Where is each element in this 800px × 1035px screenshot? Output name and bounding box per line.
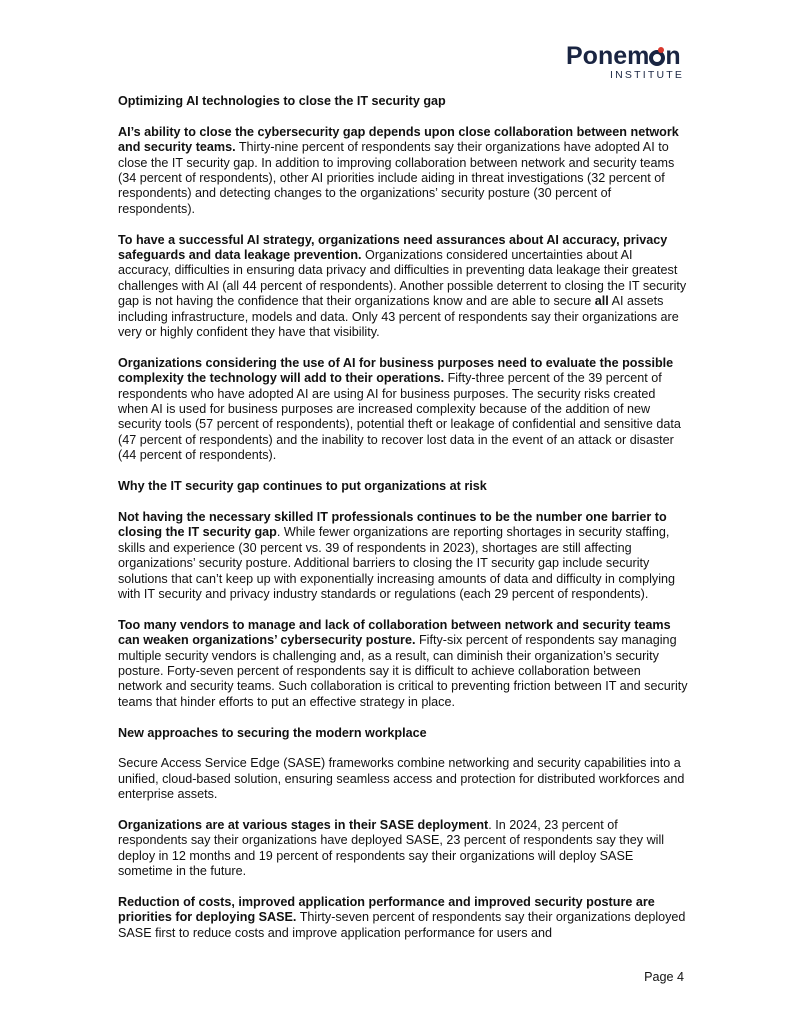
paragraph-text: Thirty-seven percent of respondents say their organizations deployed SASE first to reduce costs and improve application performance for users and (118, 910, 686, 940)
logo-dot-icon (658, 47, 664, 53)
paragraph-lead: Too many vendors to manage and lack of collaboration between network and security teams can weaken organizations’ cybersecurity posture. (118, 617, 671, 648)
paragraph (118, 818, 688, 880)
ponemon-logo (566, 42, 686, 82)
paragraph (118, 895, 688, 941)
paragraph-text: Organizations considered uncertainties about AI accuracy, difficulties in ensuring data privacy and difficulties in preventing data leakage their greatest challenges with AI (all 44 percent of respondents). Another possible deterrent to closing the IT security gap is not having the confidence that their organizations know and are able to secure (118, 248, 687, 309)
logo-wordmark (566, 42, 681, 70)
document-body (118, 94, 688, 957)
paragraph-text: . In 2024, 23 percent of respondents say their organizations have deployed SASE, 23 percent of respondents say they will deploy in 12 months and 19 percent of respondents say their organizations will deploy SASE sometime in the future. (118, 817, 665, 879)
paragraph (118, 356, 688, 464)
section-heading: New approaches to securing the modern workplace (118, 725, 427, 740)
paragraph (118, 125, 688, 217)
paragraph-lead: To have a successful AI strategy, organizations need assurances about AI accuracy, privacy safeguards and data leakage prevention. (118, 232, 668, 263)
section-heading: Why the IT security gap continues to put organizations at risk (118, 479, 487, 494)
logo-word-a: Ponem (566, 42, 650, 70)
paragraph-lead: Organizations considering the use of AI for business purposes need to evaluate the possible complexity the technology will add to their operations. (118, 355, 674, 386)
paragraph-text: Fifty-six percent of respondents say managing multiple security vendors is challenging and, as a result, can diminish their organization’s security posture. Forty-seven percent of respondents say it is difficult to achieve collaboration between network and security teams. Such collaboration is critical to preventing friction between IT and security teams that hinder efforts to put an effective strategy in place. (118, 633, 688, 709)
paragraph-lead: Not having the necessary skilled IT professionals continues to be the number one barrier to closing the IT security gap (118, 509, 667, 540)
paragraph (118, 510, 688, 602)
paragraph (118, 233, 688, 341)
paragraph-emphasis: all (594, 294, 609, 309)
logo-o-circle (649, 50, 665, 66)
paragraph-text: . While fewer organizations are reporting shortages in security staffing, skills and experience (30 percent vs. 39 of respondents in 2023), shortages are still affecting organizations’ security posture. Additional barriers to closing the IT security gap include security solutions that can’t keep up with exponentially increasing amounts of data and difficulty in complying with IT security and privacy industry standards or regulations (each 29 percent of respondents). (118, 525, 676, 601)
logo-subtitle: INSTITUTE (610, 69, 685, 81)
logo-word-b: n (665, 42, 681, 70)
paragraph-lead: Reduction of costs, improved application performance and improved security posture are priorities for deploying SASE. (118, 894, 655, 925)
paragraph-text: Fifty-three percent of the 39 percent of respondents who have adopted AI are using AI for business purposes. The security risks created when AI is used for business purposes are increased complexity because of the addition of new security tools (57 percent of respondents), potential theft or leakage of confidential and sensitive data (47 percent of respondents) and the inability to recover lost data in the event of an attack or disaster (44 percent of respondents). (118, 371, 681, 463)
paragraph (118, 618, 688, 710)
paragraph-lead: AI’s ability to close the cybersecurity gap depends upon close collaboration between network and security teams. (118, 124, 679, 155)
paragraph-text: Thirty-nine percent of respondents say their organizations have adopted AI to close the IT security gap. In addition to improving collaboration between network and security teams (34 percent of respondents), other AI priorities include aiding in threat investigations (32 percent of respondents) and detecting changes to the organizations’ security posture (30 percent of respondents). (118, 140, 675, 216)
page-number: Page 4 (644, 970, 684, 984)
paragraph-text: Secure Access Service Edge (SASE) frameworks combine networking and security capabilities into a unified, cloud-based solution, ensuring seamless access and protection for distributed workforces and enterprise assets. (118, 756, 685, 802)
section-heading: Optimizing AI technologies to close the IT security gap (118, 94, 446, 108)
paragraph-lead: Organizations are at various stages in their SASE deployment (118, 817, 489, 832)
paragraph-text: AI assets including infrastructure, models and data. Only 43 percent of respondents say their organizations are very or highly confident they have that visibility. (118, 294, 679, 340)
paragraph (118, 756, 688, 802)
